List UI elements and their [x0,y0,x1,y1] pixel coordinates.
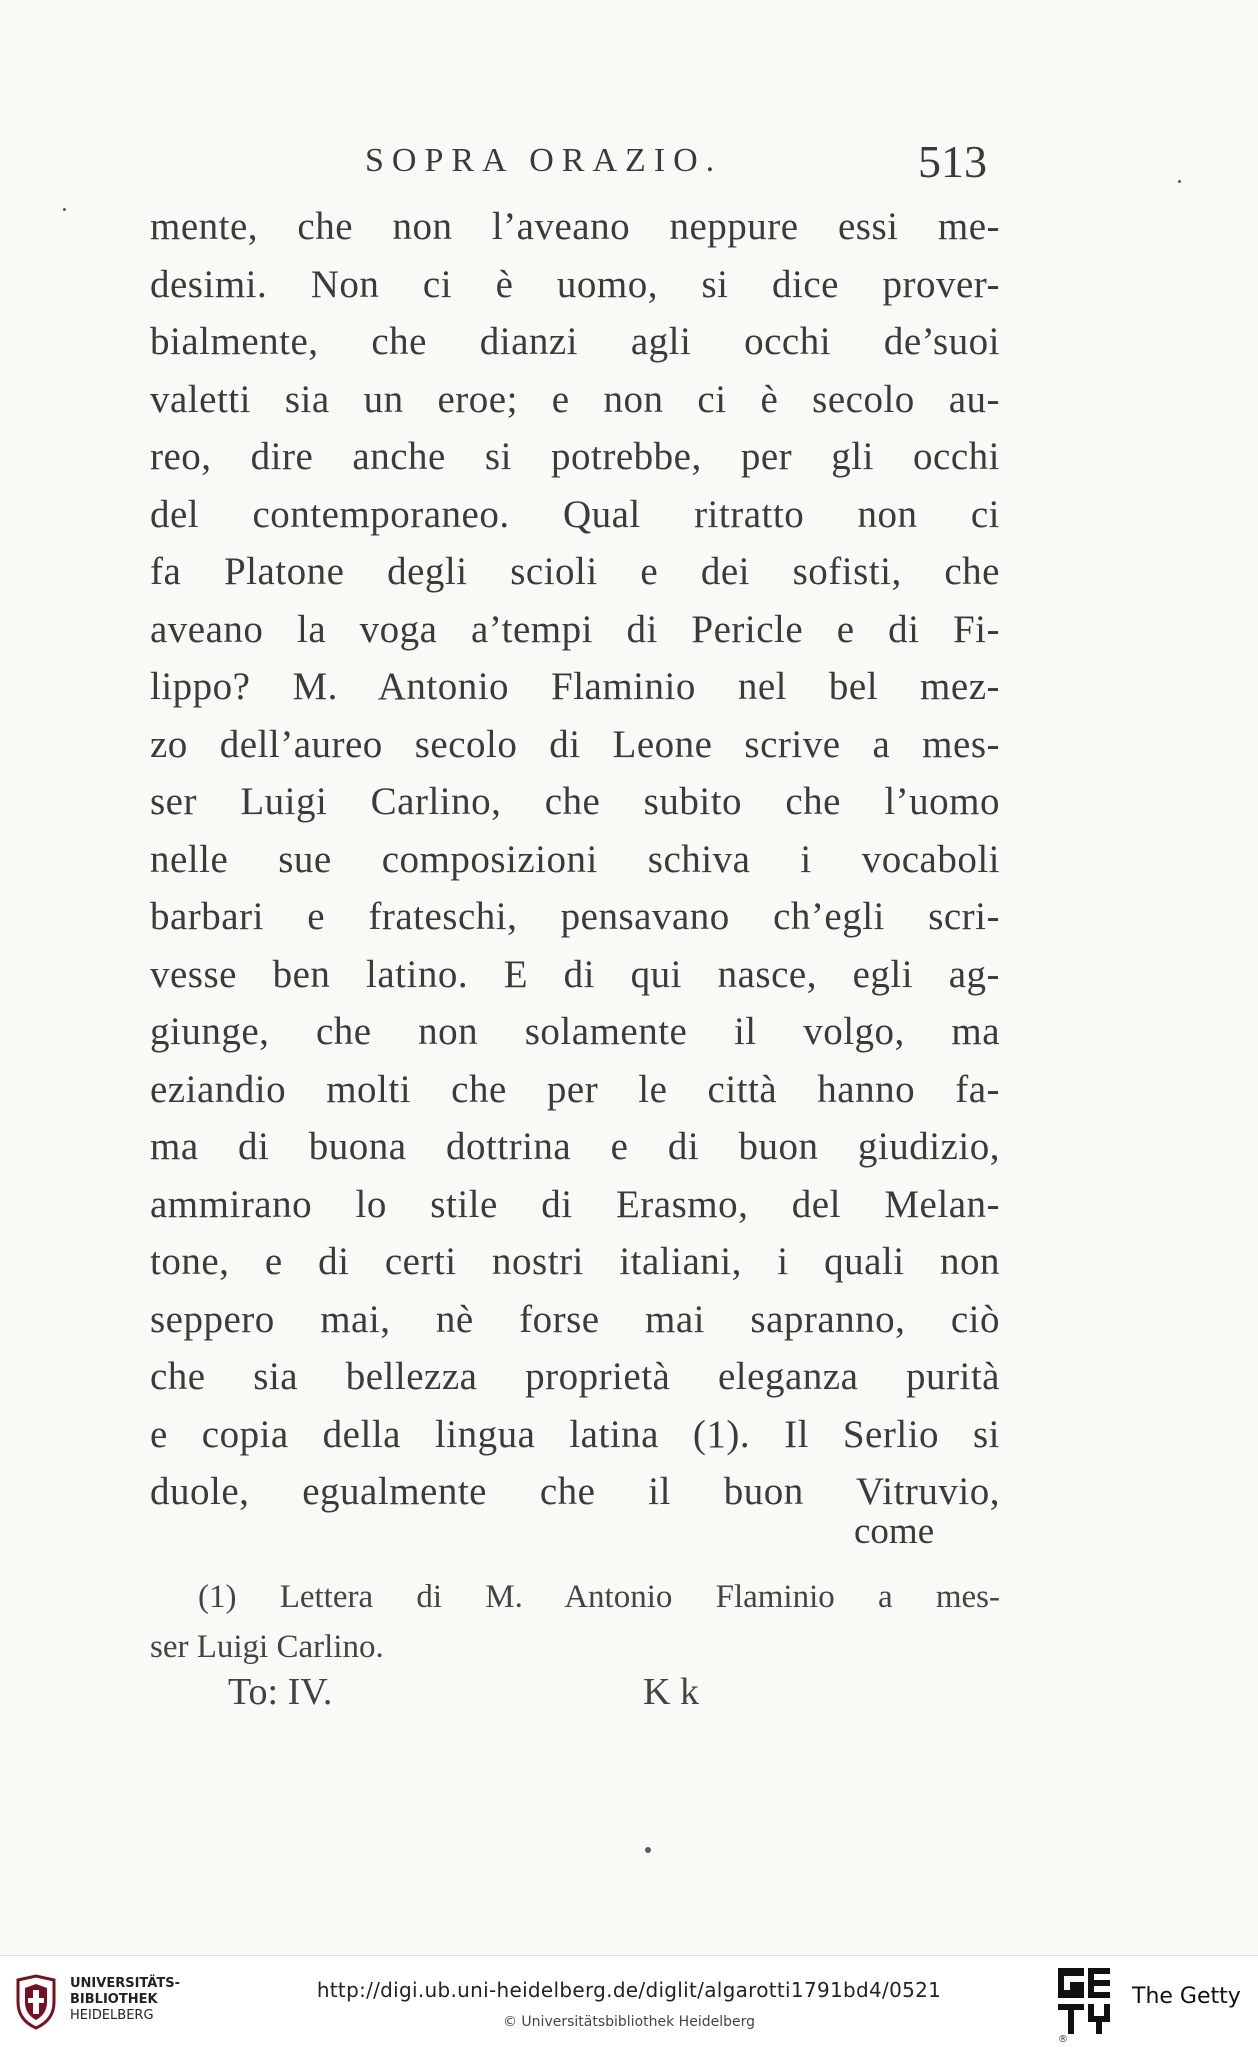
paper-speck [645,1847,651,1853]
volume-signature: To: IV. [228,1671,333,1713]
permalink-url[interactable]: http://digi.ub.uni-heidelberg.de/diglit/algarotti1791bd4/0521 [316,1978,942,2002]
text-line: seppero mai, nè forse mai sapranno, ciò [150,1297,1000,1341]
partner-name: The Getty [1132,1984,1241,2009]
text-line: del contemporaneo. Qual ritratto non ci [150,492,1000,536]
footnote-line: ser Luigi Carlino. [150,1629,384,1665]
text-line: aveano la voga a’tempi di Pericle e di Fi- [150,607,1000,651]
text-line: vesse ben latino. E di qui nasce, egli ag- [150,952,1000,996]
running-head: SOPRA ORAZIO. [365,142,723,179]
registered-mark: ® [1058,2034,1068,2045]
text-line: desimi. Non ci è uomo, si dice prover- [150,262,1000,306]
text-line: ma di buona dottrina e di buon giudizio, [150,1125,1000,1168]
text-line: eziandio molti che per le città hanno fa- [150,1067,1000,1111]
library-name-line: HEIDELBERG [70,2008,154,2023]
text-line: fa Platone degli scioli e dei sofisti, che [150,550,1000,593]
text-line: bialmente, che dianzi agli occhi de’suoi [150,320,1000,363]
text-line: nelle sue composizioni schiva i vocaboli [150,837,1000,881]
text-line: reo, dire anche si potrebbe, per gli occhi [150,435,1000,478]
text-line: mente, che non l’aveano neppure essi me- [150,205,1000,248]
getty-logo-icon [1058,1968,1110,2034]
footer-bar [0,1955,1258,2048]
copyright-notice: © Universitätsbibliothek Heidelberg [502,2014,755,2030]
text-line: e copia della lingua latina (1). Il Serlio si [150,1412,1000,1456]
text-line: che sia bellezza proprietà eleganza purità [150,1355,1000,1398]
text-line: giunge, che non solamente il volgo, ma [150,1010,1000,1053]
footnote [150,1572,1000,1672]
page-number: 513 [918,136,987,187]
text-line: zo dell’aureo secolo di Leone scrive a mes- [150,722,1000,766]
paper-speck [63,208,66,211]
paper-speck [1178,180,1181,183]
text-line: valetti sia un eroe; e non ci è secolo au- [150,377,1000,421]
catchword: come [854,1511,935,1552]
body-text [150,198,1000,1521]
text-line: tone, e di certi nostri italiani, i quali non [150,1240,1000,1283]
text-line: lippo? M. Antonio Flaminio nel bel mez- [150,665,1000,708]
library-name-line: BIBLIOTHEK [70,1992,158,2007]
text-line: ammirano lo stile di Erasmo, del Melan- [150,1182,1000,1226]
footnote-line: (1) Lettera di M. Antonio Flaminio a mes- [198,1579,1000,1615]
text-line: barbari e frateschi, pensavano ch’egli scri- [150,895,1000,938]
library-name-line: UNIVERSITÄTS- [70,1976,180,1991]
gathering-mark: K k [643,1671,699,1713]
text-line: duole, egualmente che il buon Vitruvio, [150,1470,1000,1513]
text-line: ser Luigi Carlino, che subito che l’uomo [150,780,1000,823]
